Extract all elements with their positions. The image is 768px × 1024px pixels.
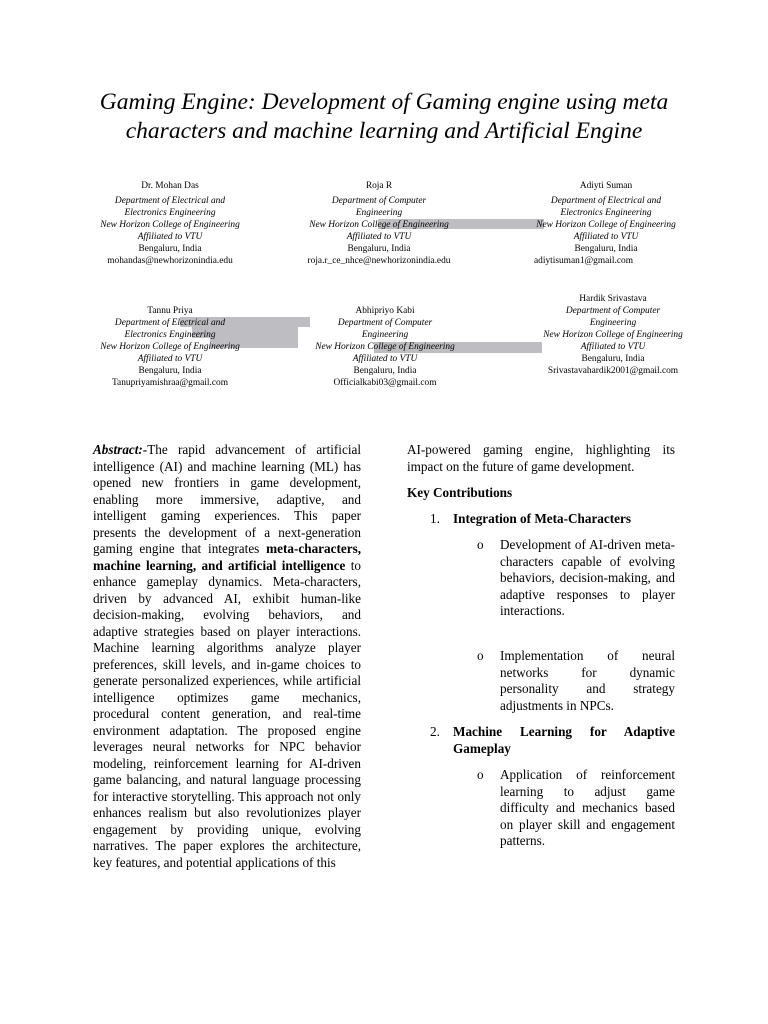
abstract-paragraph bbox=[93, 442, 361, 871]
author-dept: Engineering bbox=[355, 208, 403, 218]
bullet-icon: o bbox=[477, 537, 484, 552]
author-dept: Department of Electrical and bbox=[114, 196, 226, 206]
author-college: New Horizon College of Engineering bbox=[536, 220, 676, 230]
author-dept: Engineering bbox=[361, 330, 409, 340]
author-college: New Horizon College of Engineering bbox=[309, 220, 449, 230]
author-block bbox=[55, 180, 285, 267]
author-email: Tanupriyamishraa@gmail.com bbox=[111, 378, 228, 388]
author-dept: Department of Computer bbox=[331, 196, 427, 206]
author-name: Roja R bbox=[365, 181, 393, 191]
author-email: adiytisuman1@gmail.com bbox=[534, 256, 633, 266]
author-affiliation: Affiliated to VTU bbox=[137, 354, 203, 364]
right-column bbox=[407, 442, 675, 475]
key-contributions-heading: Key Contributions bbox=[407, 485, 513, 500]
author-dept: Department of Electrical and bbox=[114, 318, 226, 328]
author-name: Hardik Srivastava bbox=[579, 294, 647, 304]
author-email: Officialkabi03@gmail.com bbox=[333, 378, 437, 388]
abstract-column bbox=[93, 442, 361, 871]
author-city: Bengaluru, India bbox=[138, 366, 202, 376]
author-dept: Department of Computer bbox=[337, 318, 433, 328]
author-city: Bengaluru, India bbox=[581, 354, 645, 364]
abstract-label: Abstract:- bbox=[93, 442, 148, 457]
author-dept: Electronics Engineering bbox=[124, 208, 216, 218]
author-block bbox=[270, 305, 500, 389]
continuation-paragraph: AI-powered gaming engine, highlighting its impact on the future of game development. bbox=[407, 442, 675, 474]
author-college: New Horizon College of Engineering bbox=[315, 342, 455, 352]
author-affiliation: Affiliated to VTU bbox=[346, 232, 412, 242]
author-email: roja.r_ce_nhce@newhorizonindia.edu bbox=[307, 256, 451, 266]
author-city: Bengaluru, India bbox=[353, 366, 417, 376]
author-dept: Engineering bbox=[589, 318, 637, 328]
list-item-title: Integration of Meta-Characters bbox=[453, 511, 631, 526]
bullet-text: Application of reinforcement learning to adjust game difficulty and mechanics based on player skill and engagement patterns. bbox=[500, 767, 675, 848]
abstract-bold-text: meta-characters, machine learning, and artificial intelligence bbox=[93, 541, 361, 573]
bullet-text: Implementation of neural networks for dynamic personality and strategy adjustments in NPCs. bbox=[500, 648, 675, 713]
list-item-title: Machine Learning for Adaptive Gameplay bbox=[453, 724, 675, 756]
author-dept: Department of Computer bbox=[565, 306, 661, 316]
author-city: Bengaluru, India bbox=[138, 244, 202, 254]
author-college: New Horizon College of Engineering bbox=[100, 342, 240, 352]
author-name: Dr. Mohan Das bbox=[141, 181, 199, 191]
author-city: Bengaluru, India bbox=[574, 244, 638, 254]
author-block bbox=[491, 180, 721, 267]
author-email: Srivastavahardik2001@gmail.com bbox=[547, 366, 679, 376]
abstract-text: The rapid advancement of artificial intelligence (AI) and machine learning (ML) has opened new frontiers in game development, enabling more immersive, adaptive, and intelligent gaming experiences. This paper presents the development of a next-generation gaming engine that integrates bbox=[93, 442, 361, 556]
author-block bbox=[264, 180, 494, 267]
bullet-icon: o bbox=[477, 648, 484, 663]
author-block bbox=[498, 293, 728, 377]
paper-title: Gaming Engine: Development of Gaming engine using meta characters and machine learning and Artificial Engine bbox=[99, 89, 669, 144]
author-affiliation: Affiliated to VTU bbox=[580, 342, 646, 352]
author-name: Tannu Priya bbox=[147, 306, 193, 316]
author-email: mohandas@newhorizonindia.edu bbox=[107, 256, 233, 266]
author-affiliation: Affiliated to VTU bbox=[352, 354, 418, 364]
author-affiliation: Affiliated to VTU bbox=[137, 232, 203, 242]
bullet-icon: o bbox=[477, 767, 484, 782]
bullet-text: Development of AI-driven meta-characters capable of evolving behaviors, decision-making, and adaptive responses to player interactions. bbox=[500, 537, 675, 618]
author-affiliation: Affiliated to VTU bbox=[573, 232, 639, 242]
author-city: Bengaluru, India bbox=[347, 244, 411, 254]
author-dept: Electronics Engineering bbox=[560, 208, 652, 218]
author-college: New Horizon College of Engineering bbox=[100, 220, 240, 230]
list-item-number: 1. bbox=[430, 511, 440, 526]
author-name: Abhipriyo Kabi bbox=[355, 306, 415, 316]
author-college: New Horizon College of Engineering bbox=[543, 330, 683, 340]
list-item-number: 2. bbox=[430, 724, 440, 739]
author-block bbox=[55, 305, 285, 389]
author-name: Adiyti Suman bbox=[579, 181, 633, 191]
author-dept: Department of Electrical and bbox=[550, 196, 662, 206]
author-dept: Electronics Engineering bbox=[124, 330, 216, 340]
abstract-text: to enhance gameplay dynamics. Meta-characters, driven by advanced AI, exhibit human-like decision-making, evolving behaviors, and adaptive strategies based on player interactions. Machine learning algorithms analyze player preferences, skill levels, and in-game choices to generate personalized experiences, while artificial intelligence optimizes game mechanics, procedural content generation, and real-time environment adaptation. The proposed engine leverages neural networks for NPC behavior modeling, reinforcement learning for AI-driven game balancing, and natural language processing for interactive storytelling. This approach not only enhances realism but also revolutionizes player engagement by providing unique, evolving narratives. The paper explores the architecture, key features, and potential applications of this bbox=[93, 557, 362, 870]
